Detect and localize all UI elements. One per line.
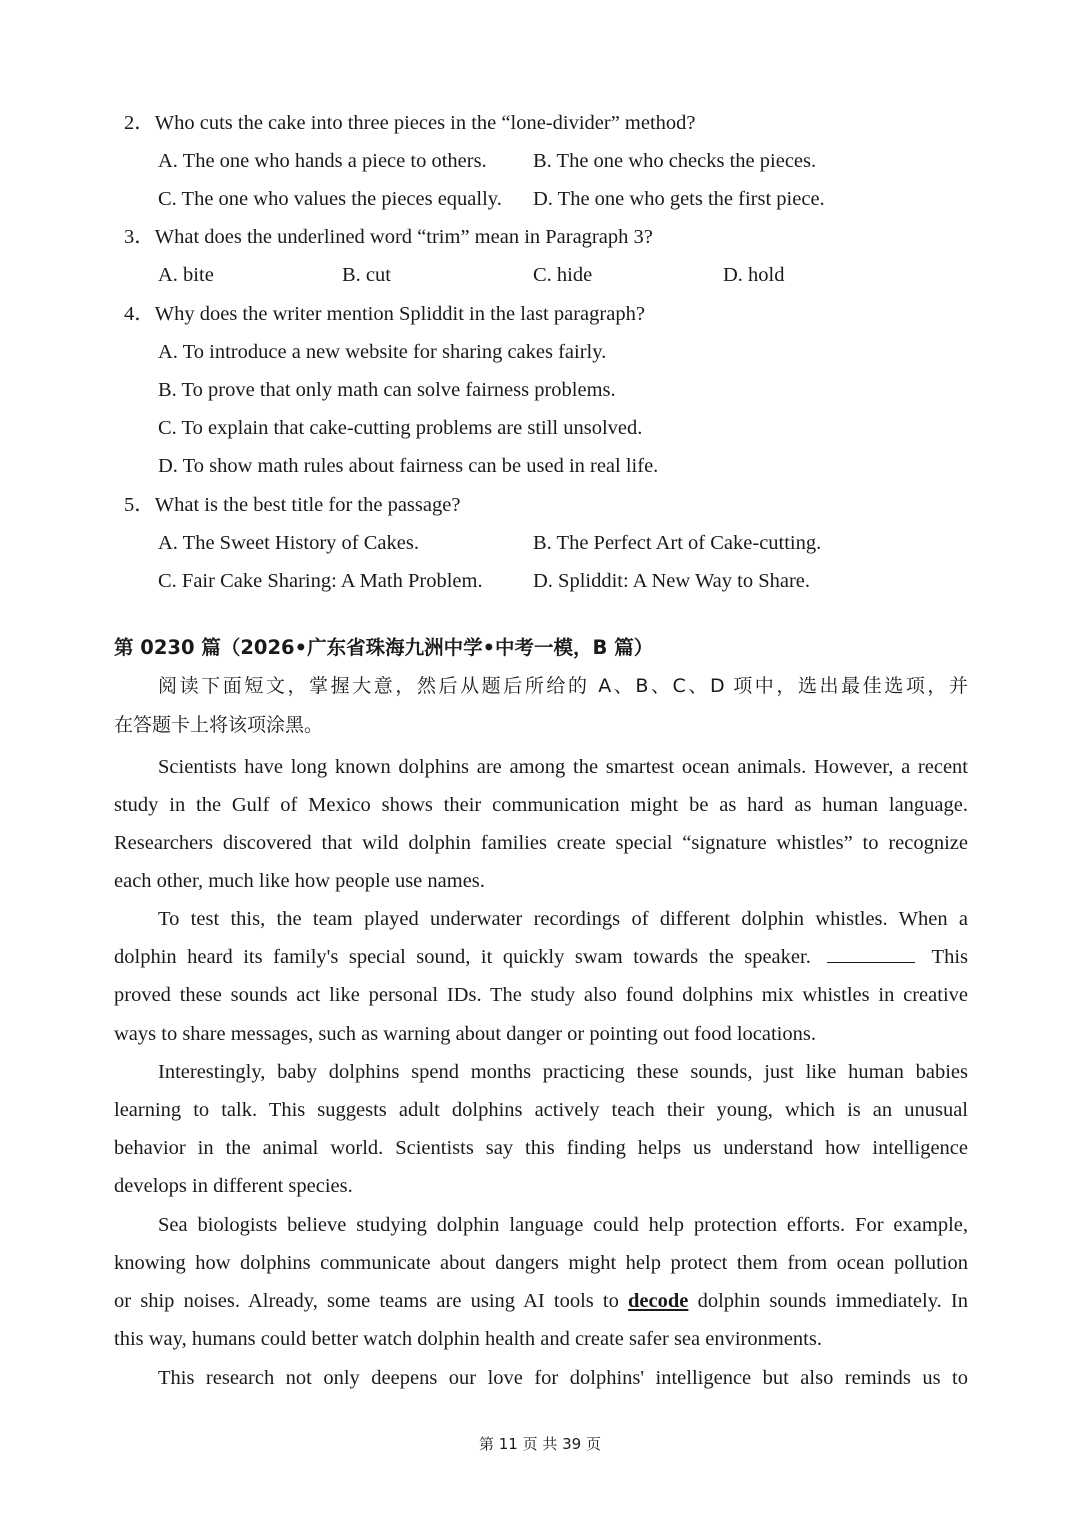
p1-line-3: Researchers discovered that wild dolphin families create special “signature whistles” to recognize xyxy=(114,832,968,854)
option-4b: B. To prove that only math can solve fairness problems. xyxy=(158,379,616,401)
option-5c: C. Fair Cake Sharing: A Math Problem. xyxy=(158,570,483,592)
p3-line-1: Interestingly, baby dolphins spend months practicing these sounds, just like human babies xyxy=(158,1061,968,1083)
p5-line-1: This research not only deepens our love for dolphins' intelligence but also reminds us to xyxy=(158,1367,968,1389)
option-4c: C. To explain that cake-cutting problems are still unsolved. xyxy=(158,417,643,439)
p1-line-4: each other, much like how people use names. xyxy=(114,870,485,892)
p3-line-4: develops in different species. xyxy=(114,1175,353,1197)
p2-line-3: proved these sounds act like personal IDs. The study also found dolphins mix whistles in creative xyxy=(114,984,968,1006)
option-5a: A. The Sweet History of Cakes. xyxy=(158,532,419,554)
question-text: What is the best title for the passage? xyxy=(154,494,461,516)
p2-line-2-text: dolphin heard its family's special sound, it quickly swam towards the speaker. xyxy=(114,946,811,968)
answer-blank[interactable] xyxy=(827,942,915,963)
question-4 xyxy=(124,295,645,333)
instruction-line-2: 在答题卡上将该项涂黑。 xyxy=(114,714,324,736)
p1-line-2: study in the Gulf of Mexico shows their communication might be as hard as human language. xyxy=(114,794,968,816)
p4-line-4: this way, humans could better watch dolphin health and create safer sea environments. xyxy=(114,1328,822,1350)
p4-line-3-tail: dolphin sounds immediately. In xyxy=(697,1290,968,1312)
p1-line-1: Scientists have long known dolphins are among the smartest ocean animals. However, a recent xyxy=(158,756,968,778)
option-3c: C. hide xyxy=(533,264,593,286)
p3-line-2: learning to talk. This suggests adult dolphins actively teach their young, which is an unusual xyxy=(114,1099,968,1121)
option-2b: B. The one who checks the pieces. xyxy=(533,150,817,172)
question-number: 2． xyxy=(124,112,155,134)
p3-line-3: behavior in the animal world. Scientists say this finding helps us understand how intelligence xyxy=(114,1137,968,1159)
option-3b: B. cut xyxy=(342,264,391,286)
option-5b: B. The Perfect Art of Cake-cutting. xyxy=(533,532,822,554)
p2-line-2 xyxy=(114,938,968,976)
option-2c: C. The one who values the pieces equally. xyxy=(158,188,502,210)
question-5 xyxy=(124,486,460,524)
question-3 xyxy=(124,218,653,256)
question-text: Who cuts the cake into three pieces in the “lone-divider” method? xyxy=(154,112,696,134)
option-3a: A. bite xyxy=(158,264,214,286)
underlined-word-decode: decode xyxy=(628,1290,689,1312)
p4-line-1: Sea biologists believe studying dolphin language could help protection efforts. For example, xyxy=(158,1214,968,1236)
option-4a: A. To introduce a new website for sharing cakes fairly. xyxy=(158,341,607,363)
instruction-line-1: 阅读下面短文，掌握大意，然后从题后所给的 A、B、C、D 项中，选出最佳选项，并 xyxy=(158,675,968,697)
section-heading: 第 0230 篇（2026•广东省珠海九洲中学•中考一模，B 篇） xyxy=(114,636,654,659)
option-3d: D. hold xyxy=(723,264,785,286)
question-number: 4． xyxy=(124,303,155,325)
page-number-footer: 第 11 页 共 39 页 xyxy=(478,1435,601,1453)
question-number: 3． xyxy=(124,226,155,248)
option-2a: A. The one who hands a piece to others. xyxy=(158,150,487,172)
p4-line-3 xyxy=(114,1282,968,1320)
option-4d: D. To show math rules about fairness can be used in real life. xyxy=(158,455,659,477)
question-number: 5． xyxy=(124,494,155,516)
option-2d: D. The one who gets the first piece. xyxy=(533,188,825,210)
question-text: Why does the writer mention Spliddit in the last paragraph? xyxy=(154,303,645,325)
question-text: What does the underlined word “trim” mean in Paragraph 3? xyxy=(154,226,653,248)
option-5d: D. Spliddit: A New Way to Share. xyxy=(533,570,810,592)
question-2 xyxy=(124,104,696,142)
p2-line-4: ways to share messages, such as warning about danger or pointing out food locations. xyxy=(114,1023,816,1045)
p2-line-2-tail: This xyxy=(931,946,968,968)
p4-line-2: knowing how dolphins communicate about dangers might help protect them from ocean pollution xyxy=(114,1252,968,1274)
p2-line-1: To test this, the team played underwater recordings of different dolphin whistles. When a xyxy=(158,908,968,930)
p4-line-3-text: or ship noises. Already, some teams are using AI tools to xyxy=(114,1290,619,1312)
